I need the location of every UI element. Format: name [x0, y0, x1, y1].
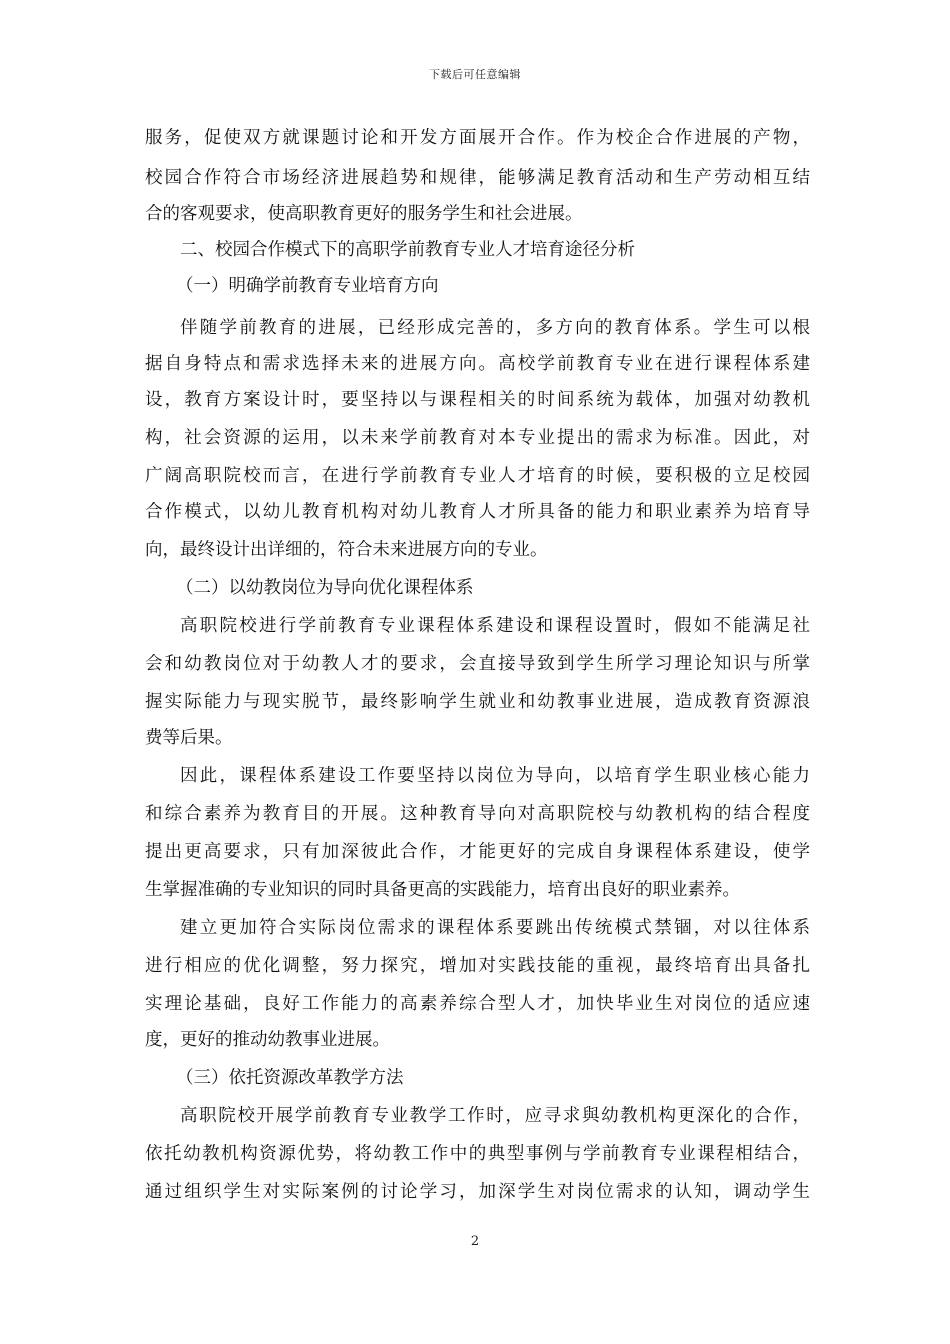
body-line: 依托幼教机构资源优势，将幼教工作中的典型事例与学前教育专业课程相结合， — [145, 1144, 810, 1164]
body-line: 握实际能力与现实脱节，最终影响学生就业和幼教事业进展，造成教育资源浪 — [145, 692, 810, 712]
body-line: 服务，促使双方就课题讨论和开发方面展开合作。作为校企合作进展的产物， — [145, 128, 810, 148]
body-line: 校园合作符合市场经济进展趋势和规律，能够满足教育活动和生产劳动相互结 — [145, 168, 810, 188]
page-number: 2 — [470, 1234, 480, 1249]
subsection-heading: （一）明确学前教育专业培育方向 — [176, 276, 439, 296]
body-line: 高职院校开展学前教育专业教学工作时，应寻求與幼教机构更深化的合作， — [180, 1106, 810, 1126]
body-line: 费等后果。 — [145, 728, 233, 748]
body-line: 高职院校进行学前教育专业课程体系建设和课程设置时，假如不能满足社 — [180, 616, 810, 636]
body-line: 和综合素养为教育目的开展。这种教育导向对高职院校与幼教机构的结合程度 — [145, 804, 810, 824]
body-line: 实理论基础，良好工作能力的高素养综合型人才，加快毕业生对岗位的适应速 — [145, 994, 810, 1014]
body-line: 通过组织学生对实际案例的讨论学习，加深学生对岗位需求的认知，调动学生 — [145, 1182, 810, 1202]
subsection-heading: （二）以幼教岗位为导向优化课程体系 — [176, 578, 474, 598]
body-line: 生掌握准确的专业知识的同时具备更高的实践能力，培育出良好的职业素养。 — [145, 880, 740, 900]
body-line: 度，更好的推动幼教事业进展。 — [145, 1030, 390, 1050]
body-line: 广阔高职院校而言，在进行学前教育专业人才培育的时候，要积极的立足校园 — [145, 466, 810, 486]
subsection-heading: （三）依托资源改革教学方法 — [176, 1068, 404, 1088]
body-line: 设，教育方案设计时，要坚持以与课程相关的时间系统为载体，加强对幼教机 — [145, 390, 810, 410]
body-line: 合作模式，以幼儿教育机构对幼儿教育人才所具备的能力和职业素养为培育导 — [145, 502, 810, 522]
body-line: 伴随学前教育的进展，已经形成完善的，多方向的教育体系。学生可以根 — [180, 318, 810, 338]
section-heading: 二、校园合作模式下的高职学前教育专业人才培育途径分析 — [180, 240, 635, 260]
body-line: 会和幼教岗位对于幼教人才的要求，会直接导致到学生所学习理论知识与所掌 — [145, 654, 810, 674]
body-line: 合的客观要求，使高职教育更好的服务学生和社会进展。 — [145, 204, 583, 224]
body-line: 因此，课程体系建设工作要坚持以岗位为导向，以培育学生职业核心能力 — [180, 766, 810, 786]
body-line: 建立更加符合实际岗位需求的课程体系要跳出传统模式禁锢，对以往体系 — [180, 918, 810, 938]
body-line: 据自身特点和需求选择未来的进展方向。高校学前教育专业在进行课程体系建 — [145, 354, 810, 374]
body-line: 进行相应的优化调整，努力探究，增加对实践技能的重视，最终培育出具备扎 — [145, 956, 810, 976]
body-line: 向，最终设计出详细的，符合未来进展方向的专业。 — [145, 540, 548, 560]
page-header: 下载后可任意编辑 — [429, 68, 521, 81]
body-line: 提出更高要求，只有加深彼此合作，才能更好的完成自身课程体系建设，使学 — [145, 842, 810, 862]
body-line: 构，社会资源的运用，以未来学前教育对本专业提出的需求为标准。因此，对 — [145, 428, 810, 448]
